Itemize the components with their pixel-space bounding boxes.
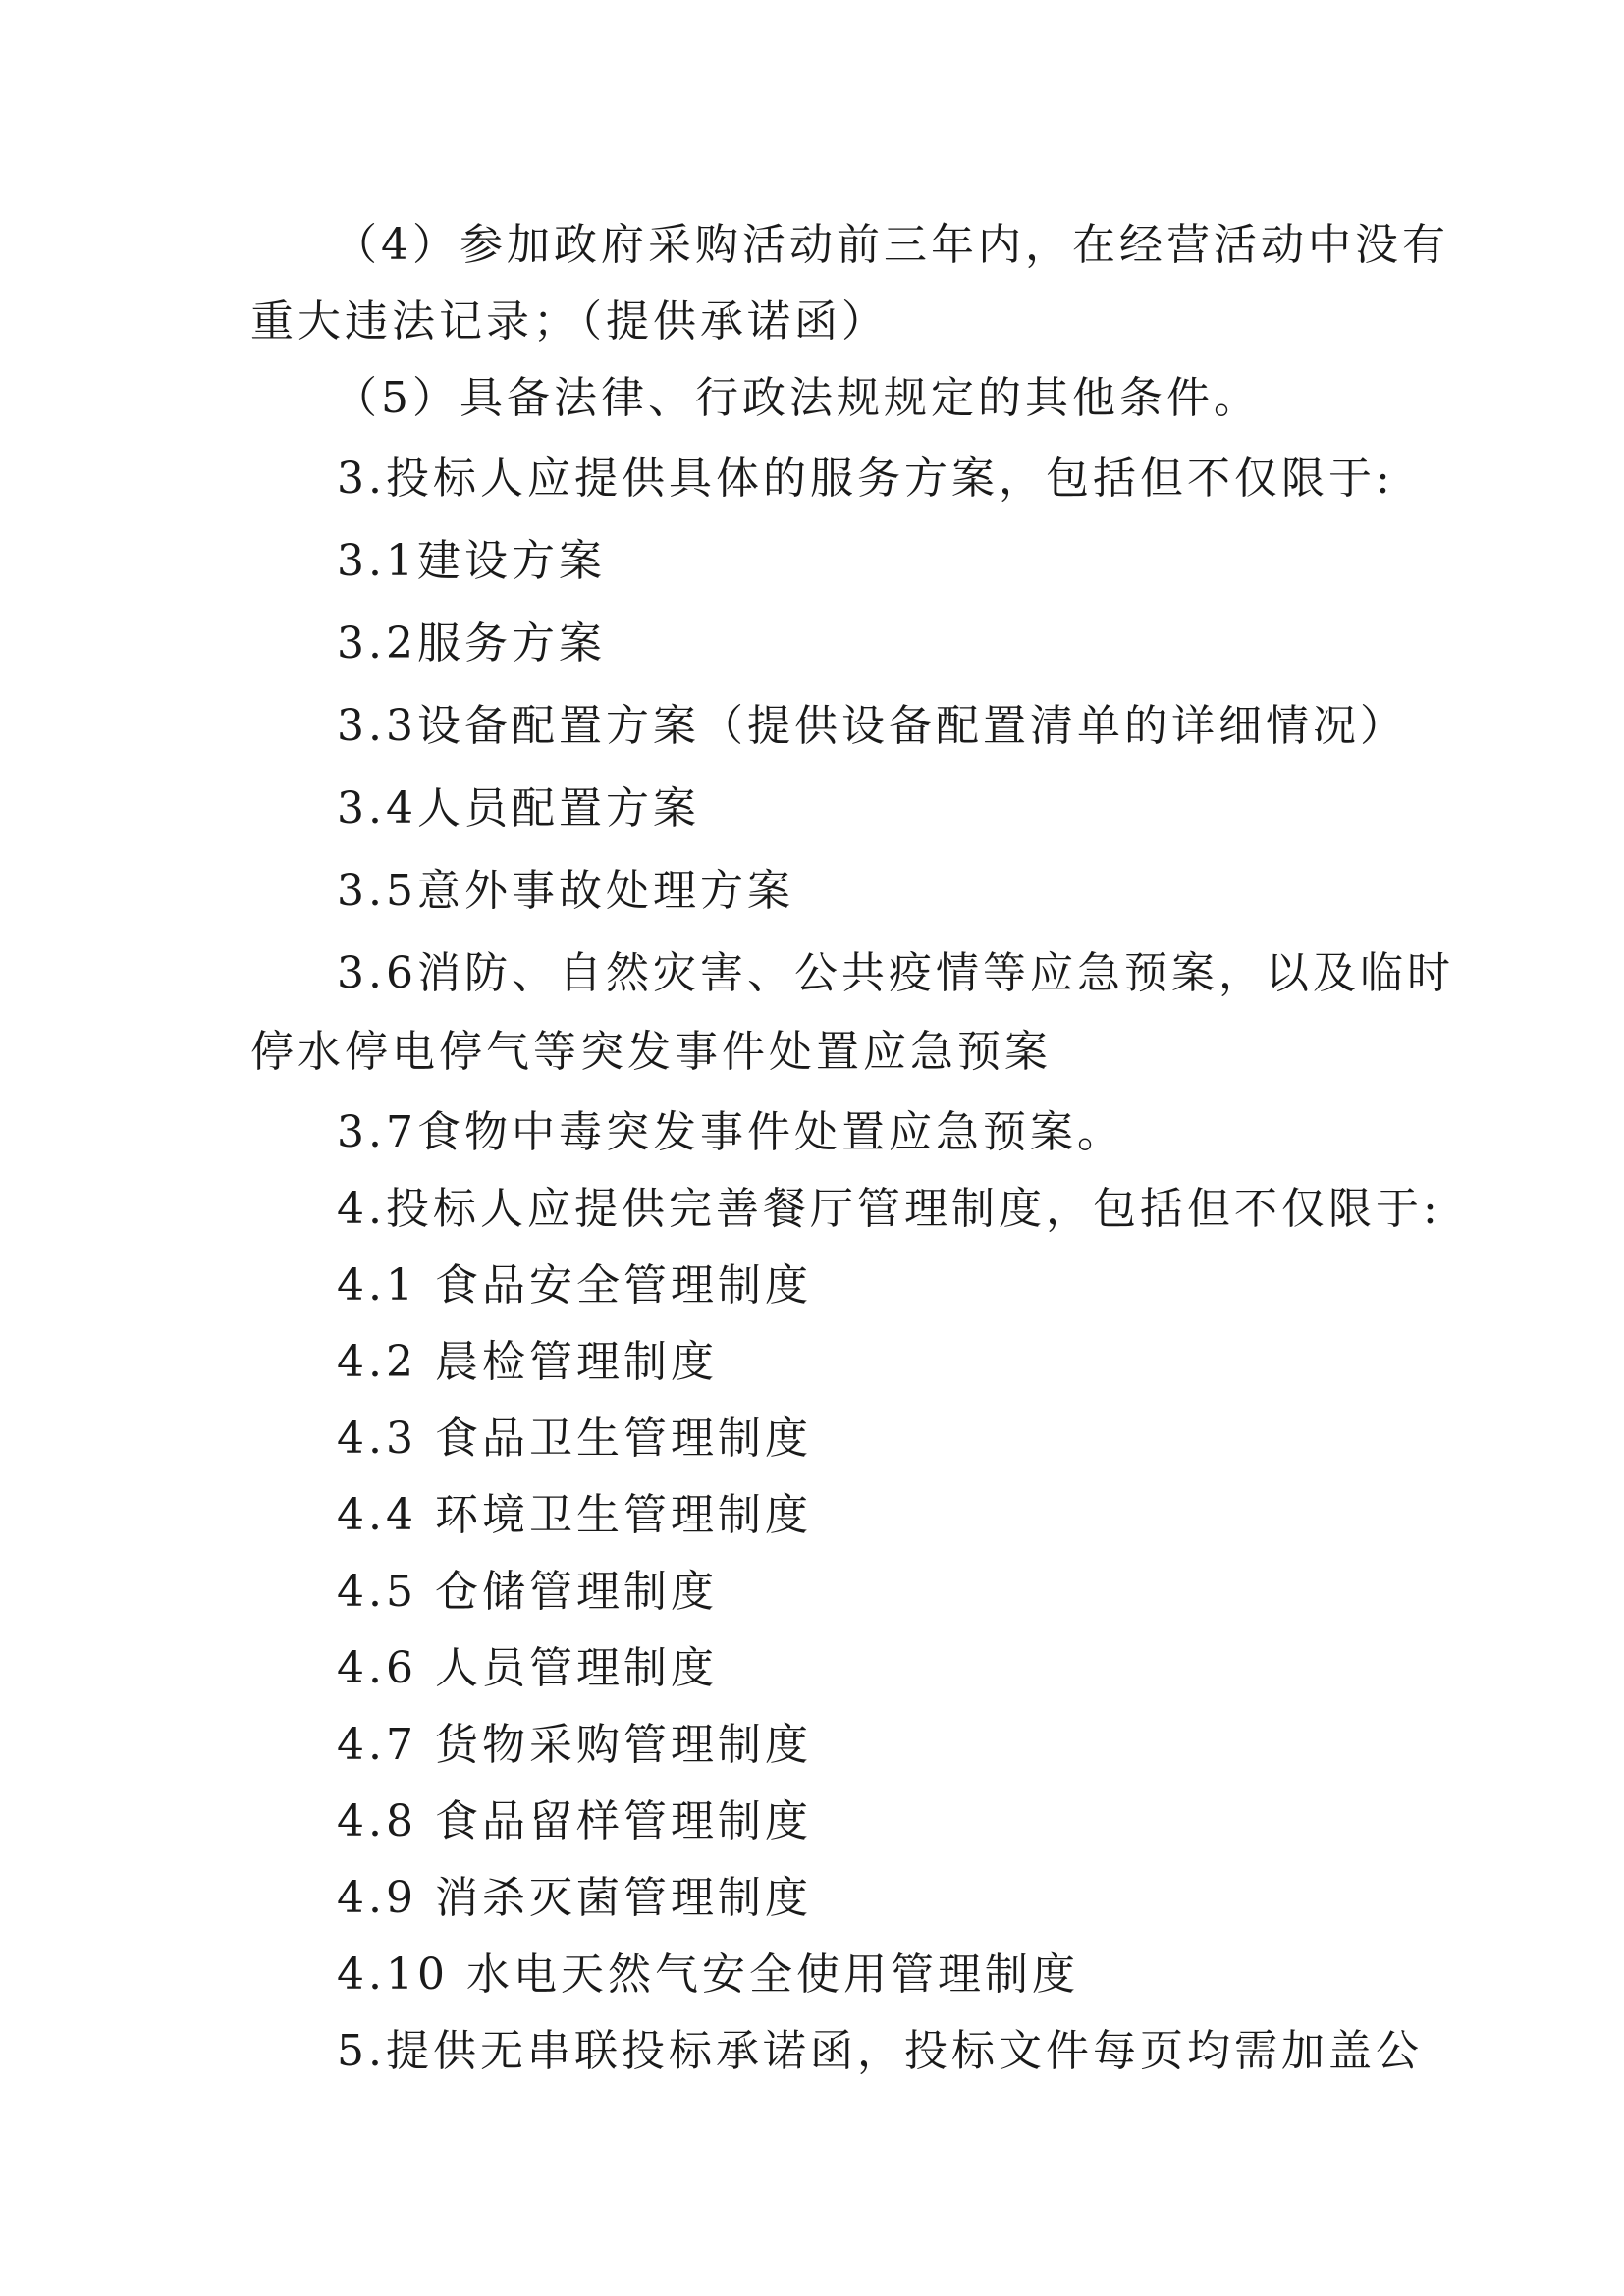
text-line-4: 3.投标人应提供具体的服务方案，包括但不仅限于: <box>337 454 1394 504</box>
text-line-15: 4.2 晨检管理制度 <box>337 1337 718 1387</box>
text-line-23: 4.10 水电天然气安全使用管理制度 <box>337 1949 1079 2000</box>
text-line-6: 3.2服务方案 <box>337 618 606 668</box>
text-line-11: 停水停电停气等突发事件处置应急预案 <box>250 1027 1052 1077</box>
text-line-16: 4.3 食品卫生管理制度 <box>337 1414 812 1464</box>
text-line-7: 3.3设备配置方案（提供设备配置清单的详细情况） <box>337 701 1407 751</box>
text-line-21: 4.8 食品留样管理制度 <box>337 1796 812 1846</box>
text-line-14: 4.1 食品安全管理制度 <box>337 1260 812 1310</box>
text-line-9: 3.5意外事故处理方案 <box>337 866 794 916</box>
text-line-5: 3.1建设方案 <box>337 536 606 586</box>
text-line-1: （4）参加政府采购活动前三年内，在经营活动中没有 <box>334 220 1449 270</box>
text-line-24: 5.提供无串联投标承诺函，投标文件每页均需加盖公 <box>337 2026 1423 2076</box>
text-line-20: 4.7 货物采购管理制度 <box>337 1720 812 1770</box>
text-line-19: 4.6 人员管理制度 <box>337 1643 718 1693</box>
text-line-8: 3.4人员配置方案 <box>337 783 700 833</box>
text-line-10: 3.6消防、自然灾害、公共疫情等应急预案，以及临时 <box>337 948 1454 998</box>
text-line-13: 4.投标人应提供完善餐厅管理制度，包括但不仅限于: <box>337 1184 1441 1234</box>
text-line-3: （5）具备法律、行政法规规定的其他条件。 <box>334 373 1261 423</box>
text-line-12: 3.7食物中毒突发事件处置应急预案。 <box>337 1107 1124 1157</box>
text-line-18: 4.5 仓储管理制度 <box>337 1567 718 1617</box>
text-line-17: 4.4 环境卫生管理制度 <box>337 1490 812 1540</box>
text-line-2: 重大违法记录；（提供承诺函） <box>250 296 889 347</box>
text-line-22: 4.9 消杀灭菌管理制度 <box>337 1873 812 1923</box>
